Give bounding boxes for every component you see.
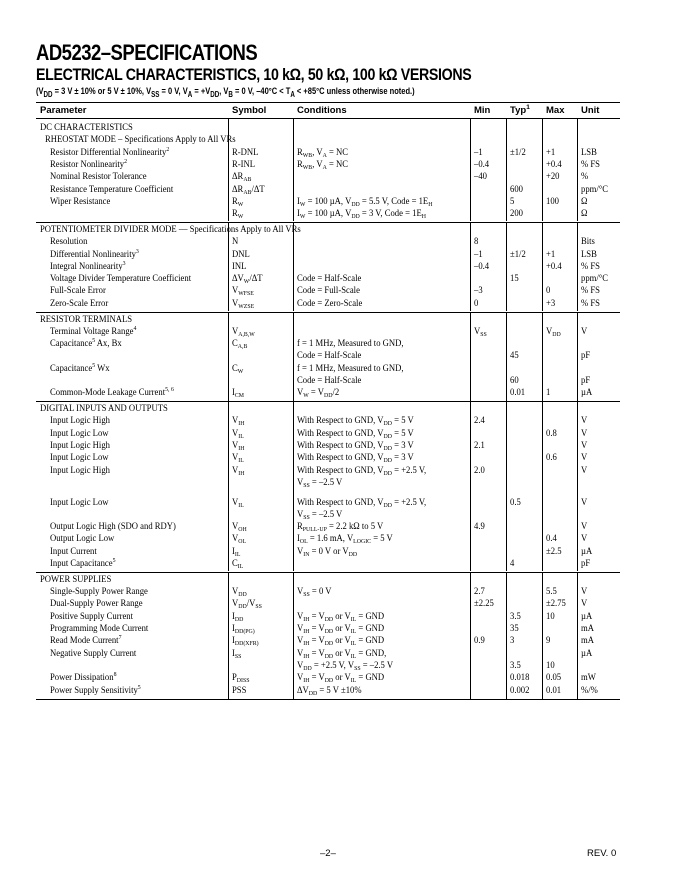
unit-cell: % FS (581, 158, 600, 170)
unit-cell: Bits (581, 236, 595, 248)
parameter-cell: Power Supply Sensitivity$^5$ (50, 683, 141, 696)
max-cell: +20 (546, 171, 560, 183)
revision-label: REV. 0 (587, 848, 617, 859)
header-min: Min (474, 105, 491, 116)
section-heading: POTENTIOMETER DIVIDER MODE — Specifications Apply to All VRs (40, 223, 301, 235)
conditions-cell: Code = Half-Scale (297, 350, 362, 362)
unit-cell: % FS (581, 297, 600, 309)
symbol-cell: $I_{CM}$ (232, 387, 244, 400)
max-cell: ±2.5 (546, 545, 562, 557)
conditions-cell: $V_{IN} = 0$ V or $V_{DD}$ (297, 545, 358, 558)
max-cell: 9 (546, 635, 551, 647)
column-divider (293, 223, 294, 311)
unit-cell: µA (581, 610, 593, 622)
symbol-cell: $C_{IL}$ (232, 558, 244, 571)
conditions-cell: $V_{IH} = V_{DD}$ or $V_{IL}$ = GND, (297, 647, 387, 660)
symbol-cell: $I_{DD(XFR)}$ (232, 635, 259, 648)
symbol-cell: $V_{DD}$ (232, 586, 247, 599)
header-max: Max (546, 105, 565, 116)
column-divider (228, 119, 229, 221)
max-cell: 0.01 (546, 684, 562, 696)
parameter-cell: Output Logic Low (50, 533, 115, 545)
unit-cell: V (581, 586, 588, 598)
symbol-cell: $R_W$ (232, 208, 244, 221)
unit-cell: V (581, 598, 588, 610)
column-divider (506, 119, 507, 221)
conditions-cell: $R_{WB}$, $V_A$ = NC (297, 158, 349, 171)
conditions-cell: $V_{DD} = +2.5$ V, $V_{SS} = -2.5$ V (297, 659, 394, 672)
conditions-cell: Code = Zero-Scale (297, 297, 363, 309)
conditions-cell: Code = Full-Scale (297, 285, 360, 297)
conditions-cell: $V_{SS} = -2.5$ V (297, 508, 343, 521)
min-cell: –0.4 (474, 260, 490, 272)
column-divider (470, 119, 471, 221)
typ-cell: 4 (510, 558, 515, 570)
column-divider (577, 402, 578, 571)
header-bottom-rule (36, 118, 620, 119)
symbol-cell: $\Delta R_{AB}$ (232, 171, 252, 184)
unit-cell: µA (581, 387, 593, 399)
max-cell: +0.4 (546, 158, 562, 170)
unit-cell: V (581, 452, 588, 464)
conditions-cell: With Respect to GND, $V_{DD} = 5$ V (297, 415, 414, 428)
unit-cell: V (581, 415, 588, 427)
unit-cell: pF (581, 375, 591, 386)
unit-cell: pF (581, 350, 591, 362)
parameter-cell: Capacitance$^5$ Wx (50, 361, 110, 374)
conditions-cell: $V_W = V_{DD}/2$ (297, 387, 340, 400)
header-typ: Typ$^1$ (510, 103, 530, 116)
symbol-cell: $V_{IH}$ (232, 464, 245, 477)
symbol-cell: $V_{WFSE}$ (232, 285, 254, 298)
unit-cell: Ω (581, 208, 588, 220)
max-cell: +1 (546, 146, 556, 158)
max-cell: $V_{DD}$ (546, 325, 561, 338)
section-rule (36, 222, 620, 223)
conditions-cell: f = 1 MHz, Measured to GND, (297, 338, 404, 350)
conditions-cell: Code = Half-Scale (297, 273, 362, 285)
parameter-cell: Voltage Divider Temperature Coefficient (50, 273, 192, 285)
parameter-cell: Resistor Nonlinearity$^2$ (50, 157, 128, 170)
conditions-cell: Code = Half-Scale (297, 375, 362, 386)
max-cell: +1 (546, 248, 556, 260)
conditions-cell: $V_{IH} = V_{DD}$ or $V_{IL}$ = GND (297, 623, 385, 636)
column-divider (542, 223, 543, 311)
unit-cell: µA (581, 545, 593, 557)
typ-cell: ±1/2 (510, 248, 526, 260)
unit-cell: µA (581, 647, 593, 659)
symbol-cell: $I_{SS}$ (232, 647, 242, 660)
parameter-cell: Nominal Resistor Tolerance (50, 171, 147, 183)
min-cell: –0.4 (474, 158, 490, 170)
unit-cell: LSB (581, 248, 597, 260)
column-divider (542, 313, 543, 401)
typ-cell: 200 (510, 208, 523, 220)
conditions-cell: $\Delta V_{DD} = 5$ V ±10% (297, 684, 362, 697)
typ-cell: 3.5 (510, 659, 521, 671)
conditions-cell: $I_W = 100$ µA, $V_{DD} = 3$ V, Code = $1E_H$ (297, 208, 426, 221)
section-heading: DC CHARACTERISTICS (40, 122, 133, 133)
parameter-cell: Differential Nonlinearity$^3$ (50, 247, 139, 260)
header-symbol: Symbol (232, 105, 267, 116)
unit-cell: % (581, 171, 589, 183)
column-divider (228, 402, 229, 571)
column-divider (228, 223, 229, 311)
unit-cell: mA (581, 623, 594, 635)
section-heading: RESISTOR TERMINALS (40, 313, 133, 325)
unit-cell: % FS (581, 285, 600, 297)
symbol-cell: $V_{WZSE}$ (232, 297, 255, 310)
column-divider (542, 573, 543, 699)
column-divider (577, 313, 578, 401)
column-divider (542, 402, 543, 571)
symbol-cell: $V_{IL}$ (232, 452, 244, 465)
section-rule (36, 401, 620, 402)
symbol-cell: $V_{IL}$ (232, 427, 244, 440)
unit-cell: V (581, 464, 588, 476)
parameter-cell: Wiper Resistance (50, 195, 111, 207)
conditions-cell: With Respect to GND, $V_{DD} = +2.5$ V, (297, 464, 427, 477)
symbol-cell: $I_{DD}$ (232, 610, 244, 623)
column-divider (293, 402, 294, 571)
conditions-cell: $R_{WB}$, $V_A$ = NC (297, 146, 349, 159)
conditions-cell: $V_{IH} = V_{DD}$ or $V_{IL}$ = GND (297, 672, 385, 685)
page-number: –2– (320, 848, 336, 859)
unit-cell: V (581, 496, 588, 508)
conditions-cell: With Respect to GND, $V_{DD} = +2.5$ V, (297, 496, 427, 509)
parameter-cell: Negative Supply Current (50, 647, 137, 659)
symbol-cell: $V_{OH}$ (232, 521, 247, 534)
conditions-cell: With Respect to GND, $V_{DD} = 3$ V (297, 452, 414, 465)
max-cell: 5.5 (546, 586, 557, 598)
conditions-cell: $V_{SS} = 0$ V (297, 586, 332, 599)
column-divider (506, 573, 507, 699)
column-divider (470, 313, 471, 401)
unit-cell: ppm/°C (581, 273, 608, 285)
typ-cell: 0.5 (510, 496, 521, 508)
conditions-cell: With Respect to GND, $V_{DD} = 5$ V (297, 427, 414, 440)
min-cell: 2.0 (474, 464, 485, 476)
unit-cell: mA (581, 635, 594, 647)
column-divider (293, 119, 294, 221)
typ-cell: ±1/2 (510, 146, 526, 158)
conditions-cell: $I_{OL} = 1.6$ mA, $V_{LOGIC} = 5$ V (297, 533, 393, 546)
parameter-cell: Terminal Voltage Range$^4$ (50, 324, 137, 337)
parameter-cell: Input Logic Low (50, 427, 109, 439)
symbol-cell: $V_{OL}$ (232, 533, 247, 546)
symbol-cell: N (232, 236, 239, 248)
table-top-rule (36, 102, 620, 103)
parameter-cell: Resistance Temperature Coefficient (50, 183, 174, 195)
min-cell: 2.7 (474, 586, 485, 598)
symbol-cell: $V_{IH}$ (232, 440, 245, 452)
symbol-cell: $\Delta R_{AB}/\Delta T$ (232, 183, 265, 196)
column-divider (542, 119, 543, 221)
column-divider (228, 313, 229, 401)
parameter-cell: Input Logic High (50, 464, 110, 476)
column-divider (293, 573, 294, 699)
symbol-cell: $R_W$ (232, 195, 244, 208)
parameter-cell: Dual-Supply Power Range (50, 598, 143, 610)
header-unit: Unit (581, 105, 600, 116)
column-divider (577, 119, 578, 221)
conditions-cell: $V_{IH} = V_{DD}$ or $V_{IL}$ = GND (297, 635, 385, 648)
parameter-cell: Programming Mode Current (50, 623, 149, 635)
max-cell: 0.4 (546, 533, 557, 545)
parameter-cell: Resistor Differential Nonlinearity$^2$ (50, 145, 170, 158)
parameter-cell: Single-Supply Power Range (50, 586, 148, 598)
min-cell: 0.9 (474, 635, 485, 647)
min-cell: –1 (474, 248, 483, 260)
typ-cell: 0.018 (510, 672, 530, 684)
max-cell: 0 (546, 285, 551, 297)
typ-cell: 35 (510, 623, 519, 635)
page-title: AD5232–SPECIFICATIONS (36, 40, 258, 65)
header-conditions: Conditions (297, 105, 347, 116)
max-cell: 10 (546, 610, 555, 622)
max-cell: +3 (546, 297, 556, 309)
unit-cell: V (581, 533, 588, 545)
column-divider (577, 573, 578, 699)
max-cell: +0.4 (546, 260, 562, 272)
symbol-cell: INL (232, 260, 247, 272)
column-divider (470, 402, 471, 571)
column-divider (470, 223, 471, 311)
symbol-cell: R-INL (232, 158, 256, 170)
max-cell: 0.8 (546, 427, 557, 439)
conditions-cell: $I_W = 100$ µA, $V_{DD} = 5.5$ V, Code = $1E_H$ (297, 195, 433, 208)
column-divider (506, 402, 507, 571)
symbol-cell: $V_{A,B,W}$ (232, 325, 255, 338)
typ-cell: 5 (510, 195, 515, 207)
unit-cell: pF (581, 558, 591, 570)
test-conditions: ($V_{DD} = 3$ V ± 10% or 5 V ± 10%, $V_{SS} = 0$ V, $V_A = +V_{DD}$, $V_B = 0$ V, $-40^\circ C < T_A < +85^\circ C$ unless otherwise noted.) (36, 86, 415, 99)
typ-cell: 15 (510, 273, 519, 285)
parameter-cell: Power Dissipation$^8$ (50, 671, 117, 684)
min-cell: $V_{SS}$ (474, 325, 487, 338)
unit-cell: V (581, 325, 588, 337)
parameter-cell: Input Logic Low (50, 452, 109, 464)
section-rule (36, 312, 620, 313)
symbol-cell: R-DNL (232, 146, 259, 158)
max-cell: ±2.75 (546, 598, 566, 610)
min-cell: ±2.25 (474, 598, 494, 610)
table-bottom-rule (36, 699, 620, 700)
typ-cell: 0.01 (510, 387, 526, 399)
unit-cell: LSB (581, 146, 597, 158)
parameter-cell: Input Current (50, 545, 97, 557)
conditions-cell: $R_{PULL-UP} = 2.2$ kΩ to 5 V (297, 521, 384, 534)
conditions-cell: With Respect to GND, $V_{DD} = 3$ V (297, 440, 414, 452)
parameter-cell: Integral Nonlinearity$^3$ (50, 259, 126, 272)
max-cell: 100 (546, 195, 559, 207)
min-cell: 2.4 (474, 415, 485, 427)
conditions-cell: $V_{SS} = -2.5$ V (297, 476, 343, 489)
parameter-cell: Input Logic High (50, 415, 110, 427)
symbol-cell: $C_W$ (232, 362, 244, 375)
parameter-cell: Resolution (50, 236, 88, 248)
max-cell: 10 (546, 659, 555, 671)
parameter-cell: Common-Mode Leakage Current$^{5, 6}$ (50, 386, 174, 399)
parameter-cell: Capacitance$^5$ Ax, Bx (50, 337, 122, 350)
min-cell: 8 (474, 236, 479, 248)
parameter-cell: Output Logic High (SDO and RDY) (50, 521, 176, 533)
unit-cell: V (581, 440, 588, 451)
parameter-cell: Input Logic Low (50, 496, 109, 508)
unit-cell: ppm/°C (581, 183, 608, 195)
min-cell: 0 (474, 297, 479, 309)
column-divider (470, 573, 471, 699)
column-divider (228, 573, 229, 699)
symbol-cell: PSS (232, 684, 247, 696)
page-subtitle: ELECTRICAL CHARACTERISTICS, 10 kΩ, 50 kΩ, 100 kΩ VERSIONS (36, 66, 472, 84)
parameter-cell: Input Logic High (50, 440, 110, 451)
unit-cell: mW (581, 672, 596, 684)
conditions-cell: $V_{IH} = V_{DD}$ or $V_{IL}$ = GND (297, 610, 385, 623)
symbol-cell: $I_{IL}$ (232, 545, 241, 558)
typ-cell: 60 (510, 375, 519, 386)
max-cell: 0.6 (546, 452, 557, 464)
conditions-cell: f = 1 MHz, Measured to GND, (297, 362, 404, 374)
symbol-cell: $\Delta V_W/\Delta T$ (232, 273, 263, 286)
parameter-cell: Positive Supply Current (50, 610, 133, 622)
symbol-cell: $V_{IH}$ (232, 415, 245, 428)
parameter-cell: Full-Scale Error (50, 285, 106, 297)
symbol-cell: $C_{A,B}$ (232, 338, 248, 351)
typ-cell: 3 (510, 635, 515, 647)
unit-cell: %/% (581, 684, 598, 696)
min-cell: 4.9 (474, 521, 485, 533)
symbol-cell: $I_{DD(PG)}$ (232, 623, 255, 636)
typ-cell: 600 (510, 183, 523, 195)
min-cell: –40 (474, 171, 487, 183)
column-divider (577, 223, 578, 311)
section-heading: POWER SUPPLIES (40, 573, 112, 585)
symbol-cell: $V_{IL}$ (232, 496, 244, 509)
column-divider (506, 223, 507, 311)
typ-cell: 0.002 (510, 684, 530, 696)
typ-cell: 3.5 (510, 610, 521, 622)
min-cell: –3 (474, 285, 483, 297)
parameter-cell: Zero-Scale Error (50, 297, 109, 309)
section-rule (36, 572, 620, 573)
typ-cell: 45 (510, 350, 519, 362)
column-divider (293, 313, 294, 401)
min-cell: –1 (474, 146, 483, 158)
parameter-cell: Input Capacitance$^5$ (50, 557, 116, 570)
header-parameter: Parameter (40, 105, 87, 116)
symbol-cell: $P_{DISS}$ (232, 672, 250, 685)
unit-cell: Ω (581, 195, 588, 207)
symbol-cell: DNL (232, 248, 250, 260)
max-cell: 1 (546, 387, 551, 399)
max-cell: 0.05 (546, 672, 562, 684)
parameter-cell: Read Mode Current$^7$ (50, 634, 122, 647)
unit-cell: % FS (581, 260, 600, 272)
unit-cell: V (581, 521, 588, 533)
section-heading: DIGITAL INPUTS AND OUTPUTS (40, 403, 168, 415)
column-divider (506, 313, 507, 401)
unit-cell: V (581, 427, 588, 439)
symbol-cell: $V_{DD}/V_{SS}$ (232, 598, 262, 611)
subsection-heading: RHEOSTAT MODE – Specifications Apply to All VRs (45, 134, 236, 146)
min-cell: 2.1 (474, 440, 485, 451)
